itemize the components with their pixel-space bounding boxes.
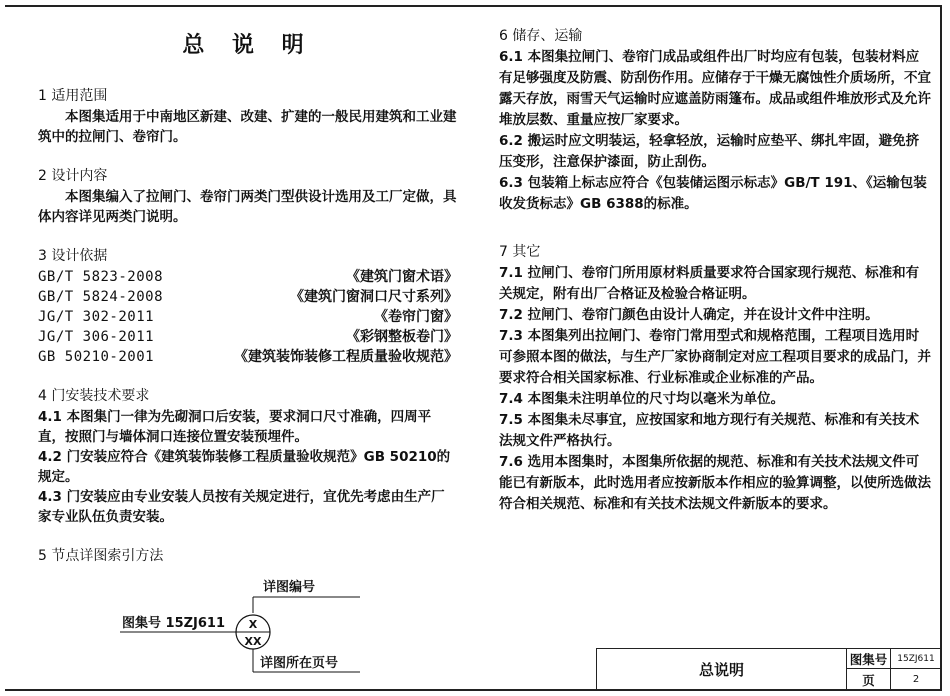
page-title: 总 说 明 bbox=[182, 33, 314, 58]
section-item: 7.4 本图集未注明单位的尺寸均以毫米为单位。 bbox=[499, 391, 785, 407]
standard-code: GB/T 5823-2008 bbox=[38, 269, 164, 285]
detail-number-mark: X bbox=[248, 618, 258, 631]
standard-name: 《建筑门窗术语》 bbox=[346, 269, 458, 285]
section-heading: 1 适用范围 bbox=[38, 88, 108, 104]
section-heading: 4 门安装技术要求 bbox=[38, 388, 150, 404]
standard-name: 《建筑门窗洞口尺寸系列》 bbox=[290, 289, 458, 305]
section-4 bbox=[38, 385, 458, 527]
standard-row bbox=[38, 307, 458, 327]
standard-row bbox=[38, 267, 458, 287]
page-number-value: 2 bbox=[912, 674, 920, 685]
section-heading: 3 设计依据 bbox=[38, 248, 108, 264]
title-block bbox=[596, 648, 942, 691]
standard-name: 《卷帘门窗》 bbox=[374, 309, 458, 325]
section-item: 6.2 搬运时应文明装运，轻拿轻放，运输时应垫平、绑扎牢固，避免挤压变形，注意保护漆面，防止刮伤。 bbox=[499, 133, 920, 170]
standard-code: JG/T 306-2011 bbox=[38, 329, 155, 345]
standard-name: 《彩钢整板卷门》 bbox=[346, 329, 458, 345]
section-item: 6.1 本图集拉闸门、卷帘门成品或组件出厂时均应有包装，包装材料应有足够强度及防震、防刮伤作用。应储存于干燥无腐蚀性介质场所，不宜露天存放，雨雪天气运输时应遮盖防雨篷布。成品或组件堆放形式及允许堆放层数、重量应按厂家要求。 bbox=[499, 49, 931, 128]
page-label: 页 bbox=[847, 669, 891, 690]
section-item: 7.5 本图集未尽事宜，应按国家和地方现行有关规范、标准和有关技术法规文件严格执行。 bbox=[499, 412, 920, 449]
section-heading: 5 节点详图索引方法 bbox=[38, 548, 164, 564]
section-heading: 2 设计内容 bbox=[38, 168, 108, 184]
title-block-name: 总说明 bbox=[597, 649, 847, 690]
section-item: 7.3 本图集列出拉闸门、卷帘门常用型式和规格范围，工程项目选用时可参照本图的做法，与生产厂家协商制定对应工程项目要求的成品门，并要求符合相关国家标准、行业标准或企业标准的产品。 bbox=[499, 328, 931, 386]
section-6 bbox=[499, 25, 931, 215]
page-number-mark: XX bbox=[244, 635, 262, 648]
standard-code: GB 50210-2001 bbox=[38, 349, 155, 365]
section-item: 7.1 拉闸门、卷帘门所用原材料质量要求符合国家现行规范、标准和有关规定，附有出厂合格证及检验合格证明。 bbox=[499, 265, 920, 302]
section-5 bbox=[38, 545, 458, 565]
section-heading: 7 其它 bbox=[499, 244, 541, 260]
standard-code: GB/T 5824-2008 bbox=[38, 289, 164, 305]
detail-index-diagram bbox=[100, 575, 360, 685]
section-item: 7.6 选用本图集时，本图集所依据的规范、标准和有关技术法规文件可能已有新版本，此时选用者应按新版本作相应的验算调整，以使所选做法符合相关规范、标准和有关技术法规文件新版本的要求。 bbox=[499, 454, 931, 512]
section-item: 6.3 包装箱上标志应符合《包装储运图示标志》GB/T 191、《运输包装收发货标志》GB 6388的标准。 bbox=[499, 175, 927, 212]
section-3 bbox=[38, 245, 458, 367]
standard-name: 《建筑装饰装修工程质量验收规范》 bbox=[234, 349, 458, 365]
detail-page-label: 详图所在页号 bbox=[260, 656, 339, 671]
section-item: 4.1 本图集门一律为先砌洞口后安装，要求洞口尺寸准确，四周平直，按照门与墙体洞口连接位置安装预埋件。 bbox=[38, 409, 432, 445]
section-item: 4.3 门安装应由专业安装人员按有关规定进行，宜优先考虑由生产厂家专业队伍负责安装。 bbox=[38, 489, 445, 525]
section-2 bbox=[38, 165, 458, 227]
section-text: 本图集编入了拉闸门、卷帘门两类门型供设计选用及工厂定做，具体内容详见两类门说明。 bbox=[38, 189, 457, 225]
section-item: 7.2 拉闸门、卷帘门颜色由设计人确定，并在设计文件中注明。 bbox=[499, 307, 879, 323]
section-text: 本图集适用于中南地区新建、改建、扩建的一般民用建筑和工业建筑中的拉闸门、卷帘门。 bbox=[38, 109, 457, 145]
section-item: 4.2 门安装应符合《建筑装饰装修工程质量验收规范》GB 50210的规定。 bbox=[38, 449, 451, 485]
section-1 bbox=[38, 85, 458, 147]
right-column bbox=[499, 25, 931, 533]
section-heading: 6 储存、运输 bbox=[499, 28, 583, 44]
section-7 bbox=[499, 241, 931, 515]
standard-row bbox=[38, 287, 458, 307]
standard-row bbox=[38, 347, 458, 367]
atlas-number-label: 图集号 15ZJ611 bbox=[122, 616, 226, 631]
atlas-number-label: 图集号 bbox=[847, 649, 891, 669]
detail-number-label: 详图编号 bbox=[263, 580, 316, 595]
left-column bbox=[38, 20, 458, 583]
standard-row bbox=[38, 327, 458, 347]
standard-code: JG/T 302-2011 bbox=[38, 309, 155, 325]
atlas-number-value: 15ZJ611 bbox=[891, 649, 941, 669]
